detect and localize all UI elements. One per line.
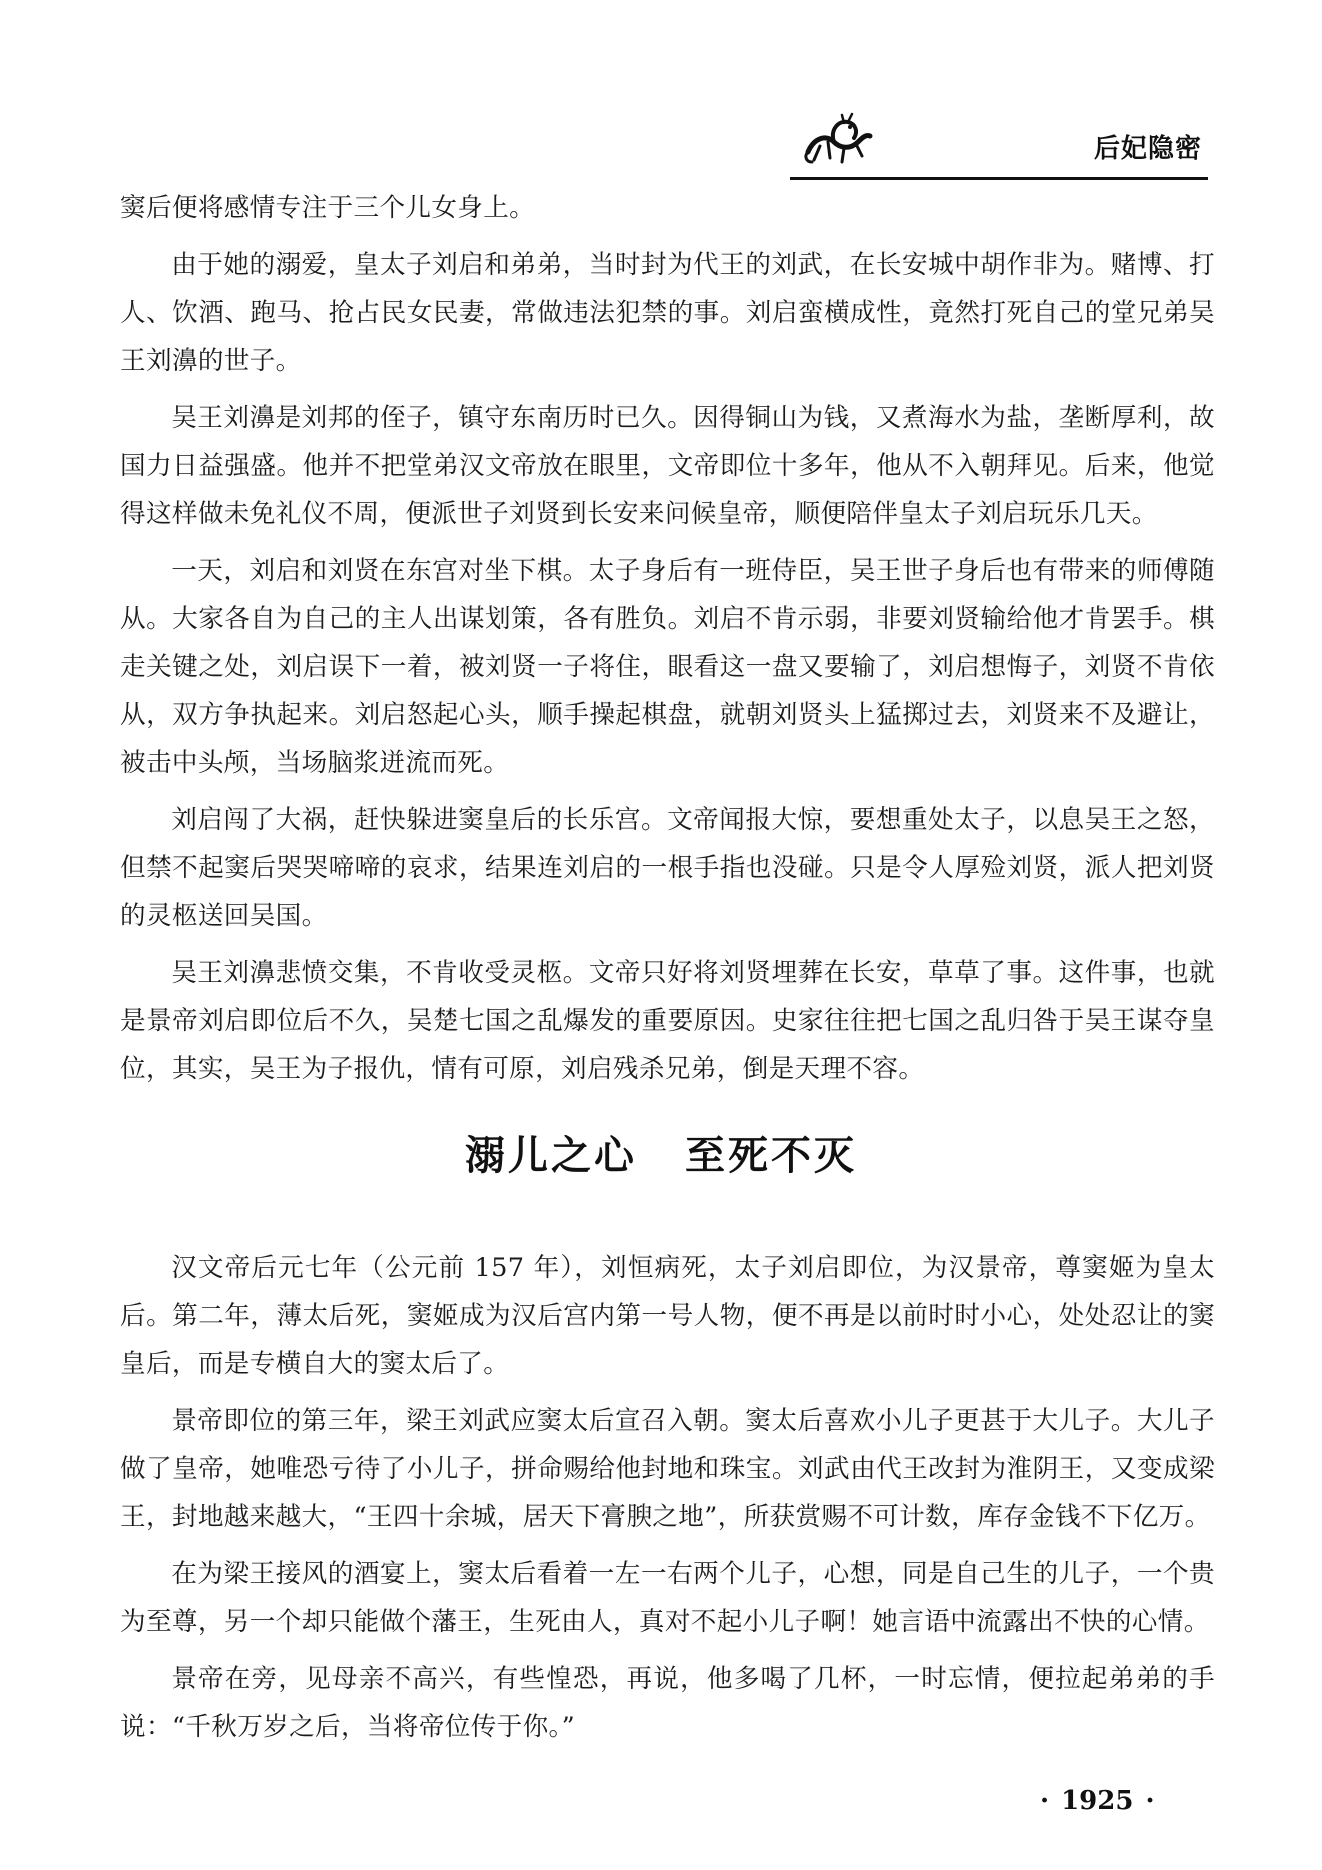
section-title-part1: 溺儿之心 [465,1133,637,1179]
body-text-bottom [120,1244,1215,1751]
header-title: 后妃隐密 [1093,134,1202,164]
paragraph: 吴王刘濞悲愤交集，不肯收受灵柩。文帝只好将刘贤埋葬在长安，草草了事。这件事，也就是景帝刘启即位后不久，吴楚七国之乱爆发的重要原因。史家往往把七国之乱归咎于吴王谋夺皇位，其实，吴王为子报仇，情有可原，刘启残杀兄弟，倒是天理不容。 [120,958,1215,1084]
paragraph: 一天，刘启和刘贤在东宫对坐下棋。太子身后有一班侍臣，吴王世子身后也有带来的师傅随从。大家各自为自己的主人出谋划策，各有胜负。刘启不肯示弱，非要刘贤输给他才肯罢手。棋走关键之处，刘启误下一着，被刘贤一子将住，眼看这一盘又要输了，刘启想悔子，刘贤不肯依从，双方争执起来。刘启怒起心头，顺手操起棋盘，就朝刘贤头上猛掷过去，刘贤来不及避让，被击中头颅，当场脑浆迸流而死。 [120,556,1215,778]
page-number-dot: · [1040,1786,1050,1816]
paragraph: 吴王刘濞是刘邦的侄子，镇守东南历时已久。因得铜山为钱，又煮海水为盐，垄断厚利，故国力日益强盛。他并不把堂弟汉文帝放在眼里，文帝即位十多年，他从不入朝拜见。后来，他觉得这样做未免礼仪不周，便派世子刘贤到长安来问候皇帝，顺便陪伴皇太子刘启玩乐几天。 [120,403,1215,529]
paragraph: 在为梁王接风的酒宴上，窦太后看着一左一右两个儿子，心想，同是自己生的儿子，一个贵为至尊，另一个却只能做个藩王，生死由人，真对不起小儿子啊！她言语中流露出不快的心情。 [120,1559,1215,1637]
section-title [0,1124,1322,1181]
page-number-dot: · [1145,1786,1155,1816]
page-number [1028,1786,1167,1816]
body-text-top [120,184,1215,1093]
paragraph: 由于她的溺爱，皇太子刘启和弟弟，当时封为代王的刘武，在长安城中胡作非为。赌博、打人、饮酒、跑马、抢占民女民妻，常做违法犯禁的事。刘启蛮横成性，竟然打死自己的堂兄弟吴王刘濞的世子。 [120,250,1215,376]
paragraph: 刘启闯了大祸，赶快躲进窦皇后的长乐宫。文帝闻报大惊，要想重处太子，以息吴王之怒，但禁不起窦后哭哭啼啼的哀求，结果连刘启的一根手指也没碰。只是令人厚殓刘贤，派人把刘贤的灵柩送回吴国。 [120,805,1215,931]
paragraph: 景帝在旁，见母亲不高兴，有些惶恐，再说，他多喝了几杯，一时忘情，便拉起弟弟的手说：“千秋万岁之后，当将帝位传于你。” [120,1664,1215,1742]
section-title-part2: 至死不灭 [685,1133,857,1179]
page-number-value: 1925 [1061,1786,1134,1816]
dragon-icon [800,112,874,170]
paragraph: 景帝即位的第三年，梁王刘武应窦太后宣召入朝。窦太后喜欢小儿子更甚于大儿子。大儿子做了皇帝，她唯恐亏待了小儿子，拼命赐给他封地和珠宝。刘武由代王改封为淮阴王，又变成梁王，封地越来越大，“王四十余城，居天下膏腴之地”，所获赏赐不可计数，库存金钱不下亿万。 [120,1406,1215,1532]
paragraph: 汉文帝后元七年（公元前 157 年），刘恒病死，太子刘启即位，为汉景帝，尊窦姬为皇太后。第二年，薄太后死，窦姬成为汉后宫内第一号人物，便不再是以前时时小心，处处忍让的窦皇后，而是专横自大的窦太后了。 [120,1253,1215,1379]
running-header [790,108,1208,180]
header-rule [790,177,1208,180]
paragraph: 窦后便将感情专注于三个儿女身上。 [120,193,536,223]
